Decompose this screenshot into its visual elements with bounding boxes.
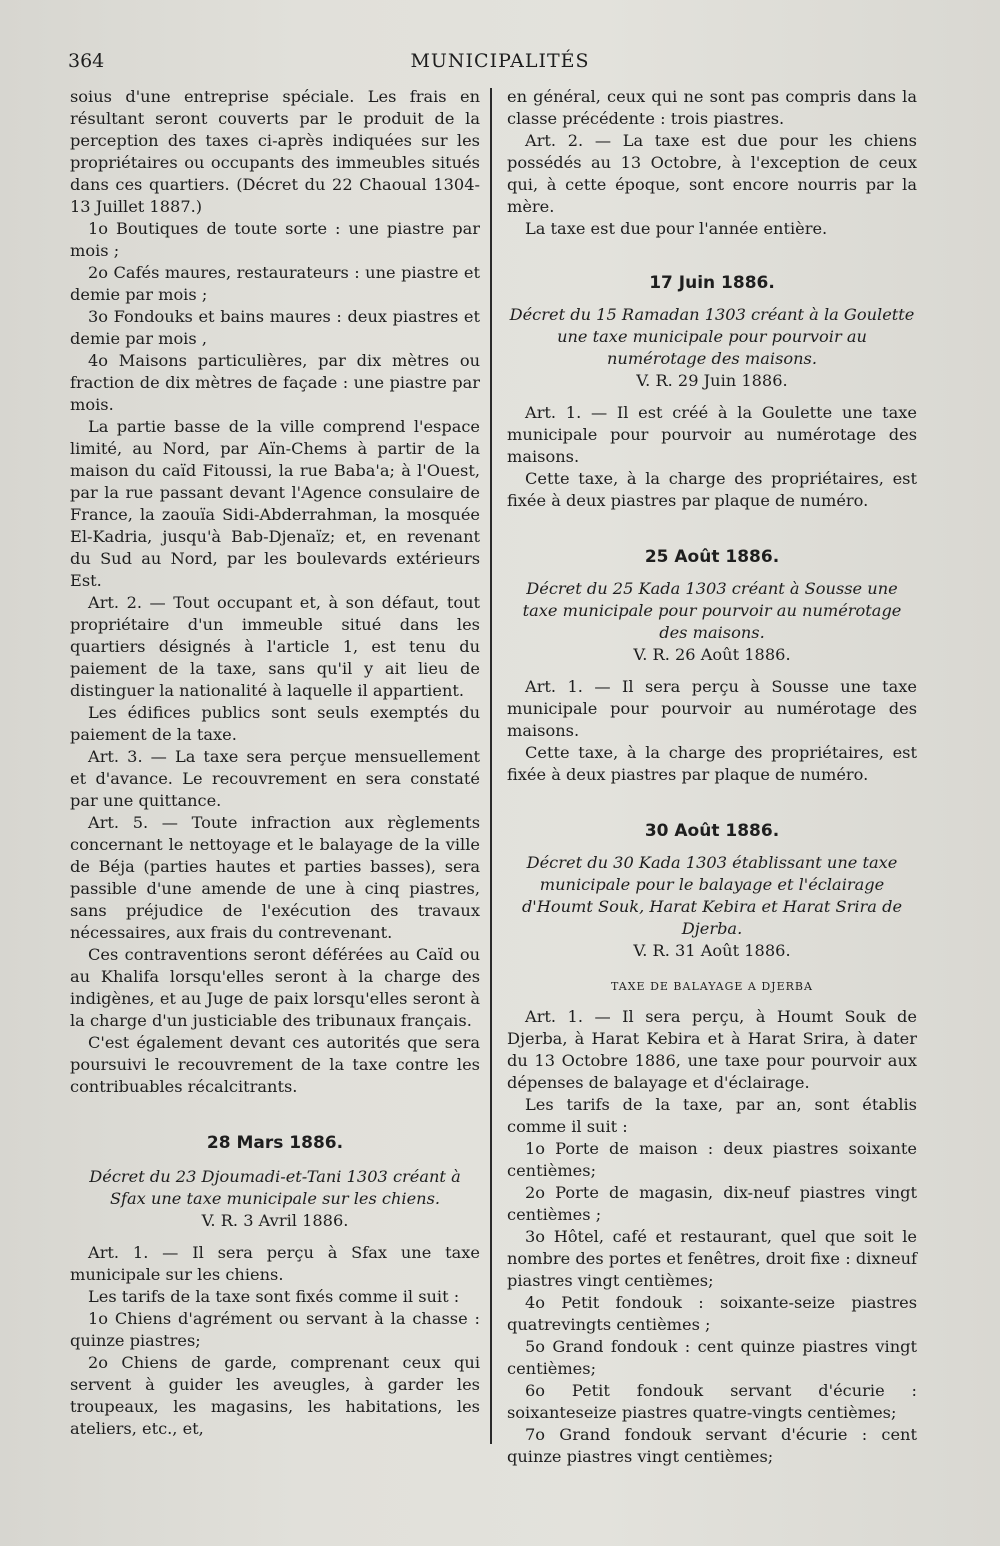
decree-title: Décret du 23 Djoumadi-et-Tani 1303 créant à Sfax une taxe municipale sur les chiens. <box>89 1167 461 1208</box>
left-column <box>70 86 480 1440</box>
paragraph: soius d'une entreprise spéciale. Les frais en résultant seront couverts par le produit de la perception des taxes ci-après indiquées sur les propriétaires ou occupants des immeubles situés dans ces quartiers. (Décret du 22 Chaoual 1304-13 Juillet 1887.) <box>70 87 480 216</box>
vr-date: V. R. 29 Juin 1886. <box>636 371 788 390</box>
paragraph: 2o Porte de magasin, dix-neuf piastres vingt centièmes ; <box>507 1183 917 1224</box>
paragraph: La taxe est due pour l'année entière. <box>525 219 828 238</box>
paragraph: Les tarifs de la taxe, par an, sont établis comme il suit : <box>507 1095 917 1136</box>
vr-date: V. R. 26 Août 1886. <box>633 645 791 664</box>
paragraph: 1o Chiens d'agrément ou servant à la chasse : quinze piastres; <box>70 1309 480 1350</box>
paragraph: Art. 1. — Il est créé à la Goulette une taxe municipale pour pourvoir au numérotage des maisons. <box>507 403 917 466</box>
paragraph: Les tarifs de la taxe sont fixés comme il suit : <box>88 1287 460 1306</box>
paragraph: en général, ceux qui ne sont pas compris dans la classe précédente : trois piastres. <box>507 87 917 128</box>
paragraph: 3o Fondouks et bains maures : deux piastres et demie par mois , <box>70 307 480 348</box>
paragraph: 4o Maisons particulières, par dix mètres ou fraction de dix mètres de façade : une piastre par mois. <box>70 351 480 414</box>
paragraph: 5o Grand fondouk : cent quinze piastres vingt centièmes; <box>507 1337 917 1378</box>
paragraph: Art. 5. — Toute infraction aux règlements concernant le nettoyage et le balayage de la ville de Béja (parties hautes et parties basses), sera passible d'une amende de une à cinq piastres, sans préjudice de l'exécution des travaux nécessaires, aux frais du contrevenant. <box>70 813 480 942</box>
paragraph: 3o Hôtel, café et restaurant, quel que soit le nombre des portes et fenêtres, droit fixe : dixneuf piastres vingt centièmes; <box>507 1227 917 1290</box>
paragraph: 2o Cafés maures, restaurateurs : une piastre et demie par mois ; <box>70 263 480 304</box>
paragraph: C'est également devant ces autorités que sera poursuivi le recouvrement de la taxe contre les contribuables récalcitrants. <box>70 1033 480 1096</box>
vr-date: V. R. 31 Août 1886. <box>633 941 791 960</box>
paragraph: 6o Petit fondouk servant d'écurie : soixanteseize piastres quatre-vingts centièmes; <box>507 1381 917 1422</box>
paragraph: 1o Porte de maison : deux piastres soixante centièmes; <box>507 1139 917 1180</box>
paragraph: Cette taxe, à la charge des propriétaires, est fixée à deux piastres par plaque de numéro. <box>507 743 917 784</box>
decree-title: Décret du 30 Kada 1303 établissant une taxe municipale pour le balayage et l'éclairage d'Houmt Souk, Harat Kebira et Harat Srira de Djerba. <box>521 853 903 938</box>
decree-title: Décret du 25 Kada 1303 créant à Sousse une taxe municipale pour pourvoir au numérotage des maisons. <box>522 579 902 642</box>
vr-date: V. R. 3 Avril 1886. <box>201 1211 349 1230</box>
paragraph: Cette taxe, à la charge des propriétaires, est fixée à deux piastres par plaque de numéro. <box>507 469 917 510</box>
paragraph: La partie basse de la ville comprend l'espace limité, au Nord, par Aïn-Chems à partir de la maison du caïd Fitoussi, la rue Baba'a; à l'Ouest, par la rue passant devant l'Agence consulaire de France, la zaouïa Sidi-Abderrahman, la mosquée El-Kadria, jusqu'à Bab-Djenaïz; et, en revenant du Sud au Nord, par les boulevards extérieurs Est. <box>70 417 480 590</box>
decree-title: Décret du 15 Ramadan 1303 créant à la Goulette une taxe municipale pour pourvoir au numérotage des maisons. <box>509 305 915 368</box>
section-date: 30 Août 1886. <box>644 821 780 841</box>
section-date: 25 Août 1886. <box>644 547 780 567</box>
column-divider <box>490 88 492 1444</box>
paragraph: 4o Petit fondouk : soixante-seize piastres quatrevingts centièmes ; <box>507 1293 917 1334</box>
paragraph: Art. 2. — La taxe est due pour les chiens possédés au 13 Octobre, à l'exception de ceux qui, à cette époque, sont encore nourris par la mère. <box>507 131 917 216</box>
section-date: 28 Mars 1886. <box>206 1133 344 1153</box>
paragraph: Art. 1. — Il sera perçu, à Houmt Souk de Djerba, à Harat Kebira et à Harat Srira, à dater du 13 Octobre 1886, une taxe pour pourvoir aux dépenses de balayage et d'éclairage. <box>507 1007 917 1092</box>
paragraph: 1o Boutiques de toute sorte : une piastre par mois ; <box>70 219 480 260</box>
paragraph: Art. 3. — La taxe sera perçue mensuellement et d'avance. Le recouvrement en sera constaté par une quittance. <box>70 747 480 810</box>
paragraph: Art. 2. — Tout occupant et, à son défaut, tout propriétaire d'un immeuble situé dans les quartiers désignés à l'article 1, est tenu du paiement de la taxe, sans qu'il y ait lieu de distinguer la nationalité à laquelle il appartient. <box>70 593 480 700</box>
subheading: TAXE DE BALAYAGE A DJERBA <box>611 980 813 993</box>
paragraph: 7o Grand fondouk servant d'écurie : cent quinze piastres vingt centièmes; <box>507 1425 917 1466</box>
paragraph: Les édifices publics sont seuls exemptés du paiement de la taxe. <box>70 703 480 744</box>
page-header <box>0 50 1000 80</box>
page-number: 364 <box>68 50 105 72</box>
running-head: MUNICIPALITÉS <box>410 50 590 72</box>
paragraph: Art. 1. — Il sera perçu à Sousse une taxe municipale pour pourvoir au numérotage des maisons. <box>507 677 917 740</box>
paragraph: 2o Chiens de garde, comprenant ceux qui servent à guider les aveugles, à garder les troupeaux, les magasins, les habitations, les ateliers, etc., et, <box>70 1353 480 1438</box>
section-date: 17 Juin 1886. <box>649 273 775 293</box>
paragraph: Ces contraventions seront déférées au Caïd ou au Khalifa lorsqu'elles seront à la charge des indigènes, et au Juge de paix lorsqu'elles seront à la charge d'un justiciable des tribunaux français. <box>70 945 480 1030</box>
right-column <box>507 86 917 1468</box>
paragraph: Art. 1. — Il sera perçu à Sfax une taxe municipale sur les chiens. <box>70 1243 480 1284</box>
